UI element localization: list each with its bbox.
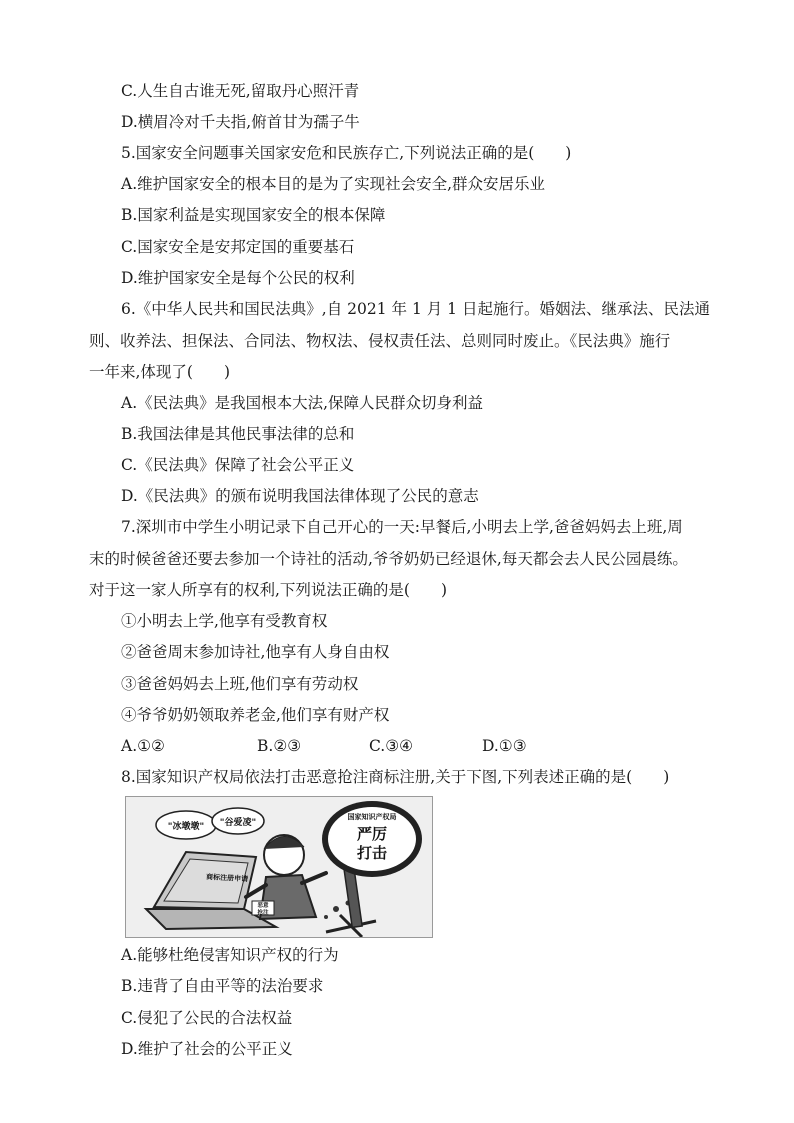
q7-stem-line2: 末的时候爸爸还要去参加一个诗社的活动,爷爷奶奶已经退休,每天都会去人民公园晨练。 [89, 550, 688, 568]
q8-stem: 8.国家知识产权局依法打击恶意抢注商标注册,关于下图,下列表述正确的是( ) [121, 768, 670, 786]
q7-statement-4: ④爷爷奶奶领取养老金,他们享有财产权 [121, 706, 390, 724]
q4-option-c: C.人生自古谁无死,留取丹心照汗青 [121, 82, 360, 100]
tag-text-2: 抢注 [257, 910, 269, 916]
q6-option-a: A.《民法典》是我国根本大法,保障人民群众切身利益 [121, 394, 484, 412]
q7-statement-1: ①小明去上学,他享有受教育权 [121, 612, 328, 630]
tag-text-1: 恶意 [257, 903, 269, 909]
q8-option-d: D.维护了社会的公平正义 [121, 1040, 293, 1058]
q5-option-a: A.维护国家安全的根本目的是为了实现社会安全,群众安居乐业 [121, 175, 546, 193]
q6-stem-line2: 则、收养法、担保法、合同法、物权法、侵权责任法、总则同时废止。《民法典》施行 [89, 332, 671, 350]
q4-option-d: D.横眉冷对千夫指,俯首甘为孺子牛 [121, 113, 360, 131]
q5-option-d: D.维护国家安全是每个公民的权利 [121, 269, 355, 287]
q6-stem-line3: 一年来,体现了( ) [89, 363, 231, 381]
q5-option-b: B.国家利益是实现国家安全的根本保障 [121, 206, 386, 224]
q8-option-c: C.侵犯了公民的合法权益 [121, 1009, 293, 1027]
bubble-text-2: "谷爱凌" [219, 818, 257, 828]
sign-text-2: 打击 [356, 844, 388, 862]
q5-option-c: C.国家安全是安邦定国的重要基石 [121, 238, 355, 256]
q7-option-b: B.②③ [257, 737, 302, 755]
q7-stem-line1: 7.深圳市中学生小明记录下自己开心的一天:早餐后,小明去上学,爸爸妈妈去上班,周 [121, 518, 683, 536]
sign-text-1: 严厉 [356, 825, 388, 843]
screen-text: 商标注册申请 [205, 873, 249, 884]
sign-heading: 国家知识产权局 [347, 813, 397, 821]
q6-stem-line1: 6.《中华人民共和国民法典》,自 2021 年 1 月 1 日起施行。婚姻法、继承法、民法通 [121, 300, 710, 318]
q5-stem: 5.国家安全问题事关国家安危和民族存亡,下列说法正确的是( ) [121, 144, 572, 162]
q7-option-a: A.①② [121, 737, 165, 755]
q8-option-b: B.违背了自由平等的法治要求 [121, 977, 324, 995]
q7-option-d: D.①③ [482, 737, 527, 755]
q7-statement-2: ②爸爸周末参加诗社,他享有人身自由权 [121, 643, 390, 661]
q6-option-b: B.我国法律是其他民事法律的总和 [121, 425, 355, 443]
cartoon-illustration [126, 797, 432, 937]
q8-cartoon-figure [125, 796, 433, 938]
q8-option-a: A.能够杜绝侵害知识产权的行为 [121, 946, 339, 964]
q7-option-c: C.③④ [369, 737, 414, 755]
q7-statement-3: ③爸爸妈妈去上班,他们享有劳动权 [121, 675, 359, 693]
bubble-text-1: "冰墩墩" [167, 822, 205, 832]
q7-stem-line3: 对于这一家人所享有的权利,下列说法正确的是( ) [89, 581, 448, 599]
q6-option-c: C.《民法典》保障了社会公平正义 [121, 456, 355, 474]
q6-option-d: D.《民法典》的颁布说明我国法律体现了公民的意志 [121, 487, 479, 505]
